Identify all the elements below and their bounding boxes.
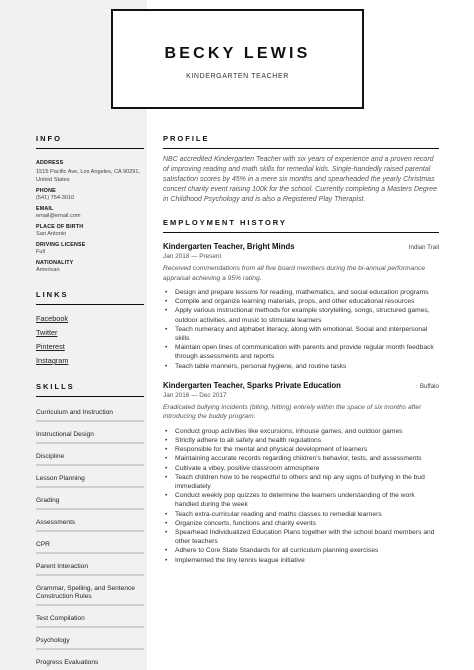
job-header — [163, 242, 439, 251]
skill-item — [36, 637, 144, 650]
links-list — [36, 312, 144, 368]
skill-item — [36, 659, 144, 670]
bullet-icon: • — [165, 437, 168, 445]
profile-section — [163, 134, 439, 205]
job-bullet — [163, 464, 439, 473]
skill-label: Curriculum and Instruction — [36, 409, 113, 416]
info-section — [36, 134, 144, 274]
job-bullet — [163, 510, 439, 519]
info-list — [36, 160, 144, 274]
skill-item — [36, 409, 144, 422]
job-bullet-text: Compile and organize learning materials, props, and other educational resources — [175, 298, 415, 306]
skill-label: Instructional Design — [36, 431, 94, 438]
info-label: EMAIL — [36, 206, 54, 212]
skill-item — [36, 431, 144, 444]
skill-item — [36, 541, 144, 554]
bullet-icon: • — [165, 298, 168, 306]
job-bullet-text: Strictly adhere to all safety and health regulations — [175, 437, 322, 445]
info-value: American — [36, 267, 60, 273]
skill-label: CPR — [36, 541, 50, 548]
profile-summary: NBC accredited Kindergarten Teacher with six years of experience and a proven record of improving reading and math skills for remedial kids. Single-handedly raised parental satisfaction scores by 45% in a mere six months and spearheaded the yearly Christmas concert charity event raising 100k for the school. Currently completing a Masters Degree in Childhood Psychology and is also a Registered Play Therapist. — [163, 156, 437, 203]
skill-item — [36, 585, 144, 606]
skill-bar — [36, 442, 144, 444]
job-bullet — [163, 427, 439, 436]
job-bullet-text: Adhere to Core State Standards for all curriculum planning exercises — [175, 547, 379, 555]
job-header — [163, 381, 439, 390]
skill-label: Grading — [36, 497, 60, 504]
info-item-place-of-birth — [36, 224, 144, 238]
links-section — [36, 290, 144, 368]
info-item-driving-license — [36, 242, 144, 256]
candidate-name: BECKY LEWIS — [164, 45, 311, 62]
skill-bar — [36, 574, 144, 576]
job-bullet-list — [163, 427, 439, 565]
bullet-icon: • — [165, 446, 168, 454]
skill-bar — [36, 530, 144, 532]
skill-bar — [36, 604, 144, 606]
job-bullet — [163, 445, 439, 454]
link-facebook[interactable]: Facebook — [36, 314, 69, 323]
link-pinterest[interactable]: Pinterest — [36, 342, 65, 351]
info-value: San Antonio — [36, 231, 67, 237]
job-bullet — [163, 343, 439, 361]
skill-label: Psychology — [36, 637, 70, 644]
job-bullet-text: Maintain open lines of communication with parents and provide regular month feedback through assessments and reports — [175, 344, 434, 361]
job-bullet — [163, 454, 439, 463]
info-label: PLACE OF BIRTH — [36, 224, 84, 230]
info-divider — [36, 148, 144, 149]
job-bullet — [163, 325, 439, 343]
job-description: Received commendations from all five board members during the bi-annual performance appraisal achieving a 95% rating. — [163, 265, 426, 282]
skill-item — [36, 453, 144, 466]
bullet-icon: • — [165, 519, 168, 527]
employment-divider — [163, 232, 439, 233]
skills-heading: SKILLS — [36, 382, 75, 391]
info-value: (541) 754-3010 — [36, 195, 75, 201]
job-entry — [163, 381, 439, 565]
job-bullet — [163, 288, 439, 297]
skill-item — [36, 563, 144, 576]
profile-divider — [163, 148, 439, 149]
bullet-icon: • — [165, 556, 168, 564]
job-bullet-text: Conduct group activities like excursions, inhouse games, and outdoor games — [175, 427, 403, 435]
job-bullet-text: Teach children how to be respectful to others and nip any signs of bullying in the bud immediately — [175, 473, 425, 491]
skill-label: Parent Interaction — [36, 563, 89, 570]
links-divider — [36, 304, 144, 305]
link-twitter[interactable]: Twitter — [36, 328, 58, 337]
job-dates: Jan 2018 — Present — [163, 253, 222, 260]
skill-item — [36, 475, 144, 488]
job-description: Eradicated bullying incidents (biting, hitting) entirely within the space of six months after introducing the buddy program. — [163, 403, 422, 421]
job-bullet-text: Responsible for the mental and physical development of learners — [175, 446, 368, 454]
skills-list — [36, 409, 144, 670]
bullet-icon: • — [165, 455, 168, 463]
bullet-icon: • — [165, 307, 168, 315]
job-bullet — [163, 306, 439, 324]
bullet-icon: • — [165, 464, 168, 472]
job-bullet-text: Teach table manners, personal hygiene, and routine tasks — [175, 362, 347, 370]
job-bullet — [163, 546, 439, 555]
bullet-icon: • — [165, 473, 168, 481]
job-bullet-text: Spearhead Individualized Education Plans together with the school board members and other teachers — [175, 529, 435, 546]
job-location: Indian Trail — [408, 244, 439, 251]
job-dates: Jan 2016 — Dec 2017 — [163, 391, 227, 399]
skill-item — [36, 497, 144, 510]
job-bullet-text: Implemented the tiny tennis league initiative — [175, 556, 305, 564]
profile-heading: PROFILE — [163, 134, 210, 143]
skill-bar — [36, 648, 144, 650]
info-label: NATIONALITY — [36, 260, 74, 266]
info-value: 1515 Pacific Ave, Los Angeles, CA 90291, United States — [36, 169, 141, 183]
job-bullet — [163, 436, 439, 445]
skill-bar — [36, 626, 144, 628]
links-heading: LINKS — [36, 290, 69, 299]
bullet-icon: • — [165, 325, 168, 333]
left-column — [36, 134, 144, 670]
job-bullet — [163, 362, 439, 371]
link-instagram[interactable]: Instagram — [36, 356, 69, 365]
job-bullet — [163, 519, 439, 528]
skills-divider — [36, 396, 144, 397]
skill-bar — [36, 508, 144, 510]
job-title: Kindergarten Teacher, Sparks Private Education — [163, 380, 341, 390]
info-item-phone — [36, 188, 144, 202]
job-bullet-text: Teach numeracy and alphabet literacy, along with emotional. Social and interpersonal skills — [175, 325, 428, 343]
skill-label: Progress Evaluations — [36, 659, 99, 666]
info-label: DRIVING LICENSE — [36, 242, 86, 248]
job-bullet-text: Cultivate a vibey, positive classroom atmosphere — [175, 464, 320, 472]
bullet-icon: • — [165, 362, 168, 370]
info-label: ADDRESS — [36, 160, 64, 166]
skill-bar — [36, 420, 144, 422]
employment-heading: EMPLOYMENT HISTORY — [163, 218, 287, 227]
job-location: Buffalo — [419, 382, 439, 390]
skill-label: Test Compilation — [36, 615, 85, 622]
job-bullet — [163, 297, 439, 306]
skill-item — [36, 615, 144, 628]
job-title: Kindergarten Teacher, Bright Minds — [163, 242, 295, 251]
info-heading: INFO — [36, 134, 62, 143]
info-item-address — [36, 160, 144, 184]
job-bullet-list — [163, 288, 439, 371]
job-entry — [163, 242, 439, 371]
bullet-icon: • — [165, 529, 168, 537]
bullet-icon: • — [165, 344, 168, 352]
job-bullet — [163, 556, 439, 565]
skill-label: Assessments — [36, 519, 76, 526]
candidate-job-title: KINDERGARTEN TEACHER — [186, 73, 289, 80]
skills-section — [36, 382, 144, 670]
bullet-icon: • — [165, 427, 168, 435]
job-bullet-text: Organize concerts, functions and charity events — [175, 519, 316, 527]
right-column — [163, 134, 439, 565]
skill-label: Grammar, Spelling, and Sentence Construction Rules — [36, 585, 135, 600]
bullet-icon: • — [165, 510, 168, 518]
bullet-icon: • — [165, 547, 168, 555]
bullet-icon: • — [165, 492, 168, 500]
info-item-email — [36, 206, 144, 220]
employment-section — [163, 218, 439, 565]
job-bullet-text: Apply various instructional methods for example storytelling, songs, structured games, outdoor activities, and music to stimulate learners — [175, 307, 430, 324]
skill-item — [36, 519, 144, 532]
bullet-icon: • — [165, 289, 168, 296]
skill-label: Discipline — [36, 453, 65, 460]
skill-bar — [36, 486, 144, 488]
job-bullet-text: Conduct weekly pop quizzes to determine the learners understanding of the work handled during the week — [175, 492, 415, 509]
skill-bar — [36, 464, 144, 466]
info-label: PHONE — [36, 188, 56, 194]
job-bullet-text: Teach extra-curricular reading and maths classes to remedial learners — [175, 510, 382, 518]
name-header-box — [111, 9, 364, 109]
info-value: email@email.com — [36, 213, 81, 219]
info-item-nationality — [36, 260, 144, 274]
job-bullet-text: Design and prepare lessons for reading, mathematics, and social education programs — [175, 289, 429, 296]
skill-label: Lesson Planning — [36, 475, 85, 482]
info-value: Full — [36, 249, 46, 255]
job-bullet-text: Maintaining accurate records regarding children's behavior, tests, and assessments — [175, 455, 422, 463]
job-bullet — [163, 491, 439, 509]
job-bullet — [163, 528, 439, 546]
job-bullet — [163, 473, 439, 491]
skill-bar — [36, 552, 144, 554]
